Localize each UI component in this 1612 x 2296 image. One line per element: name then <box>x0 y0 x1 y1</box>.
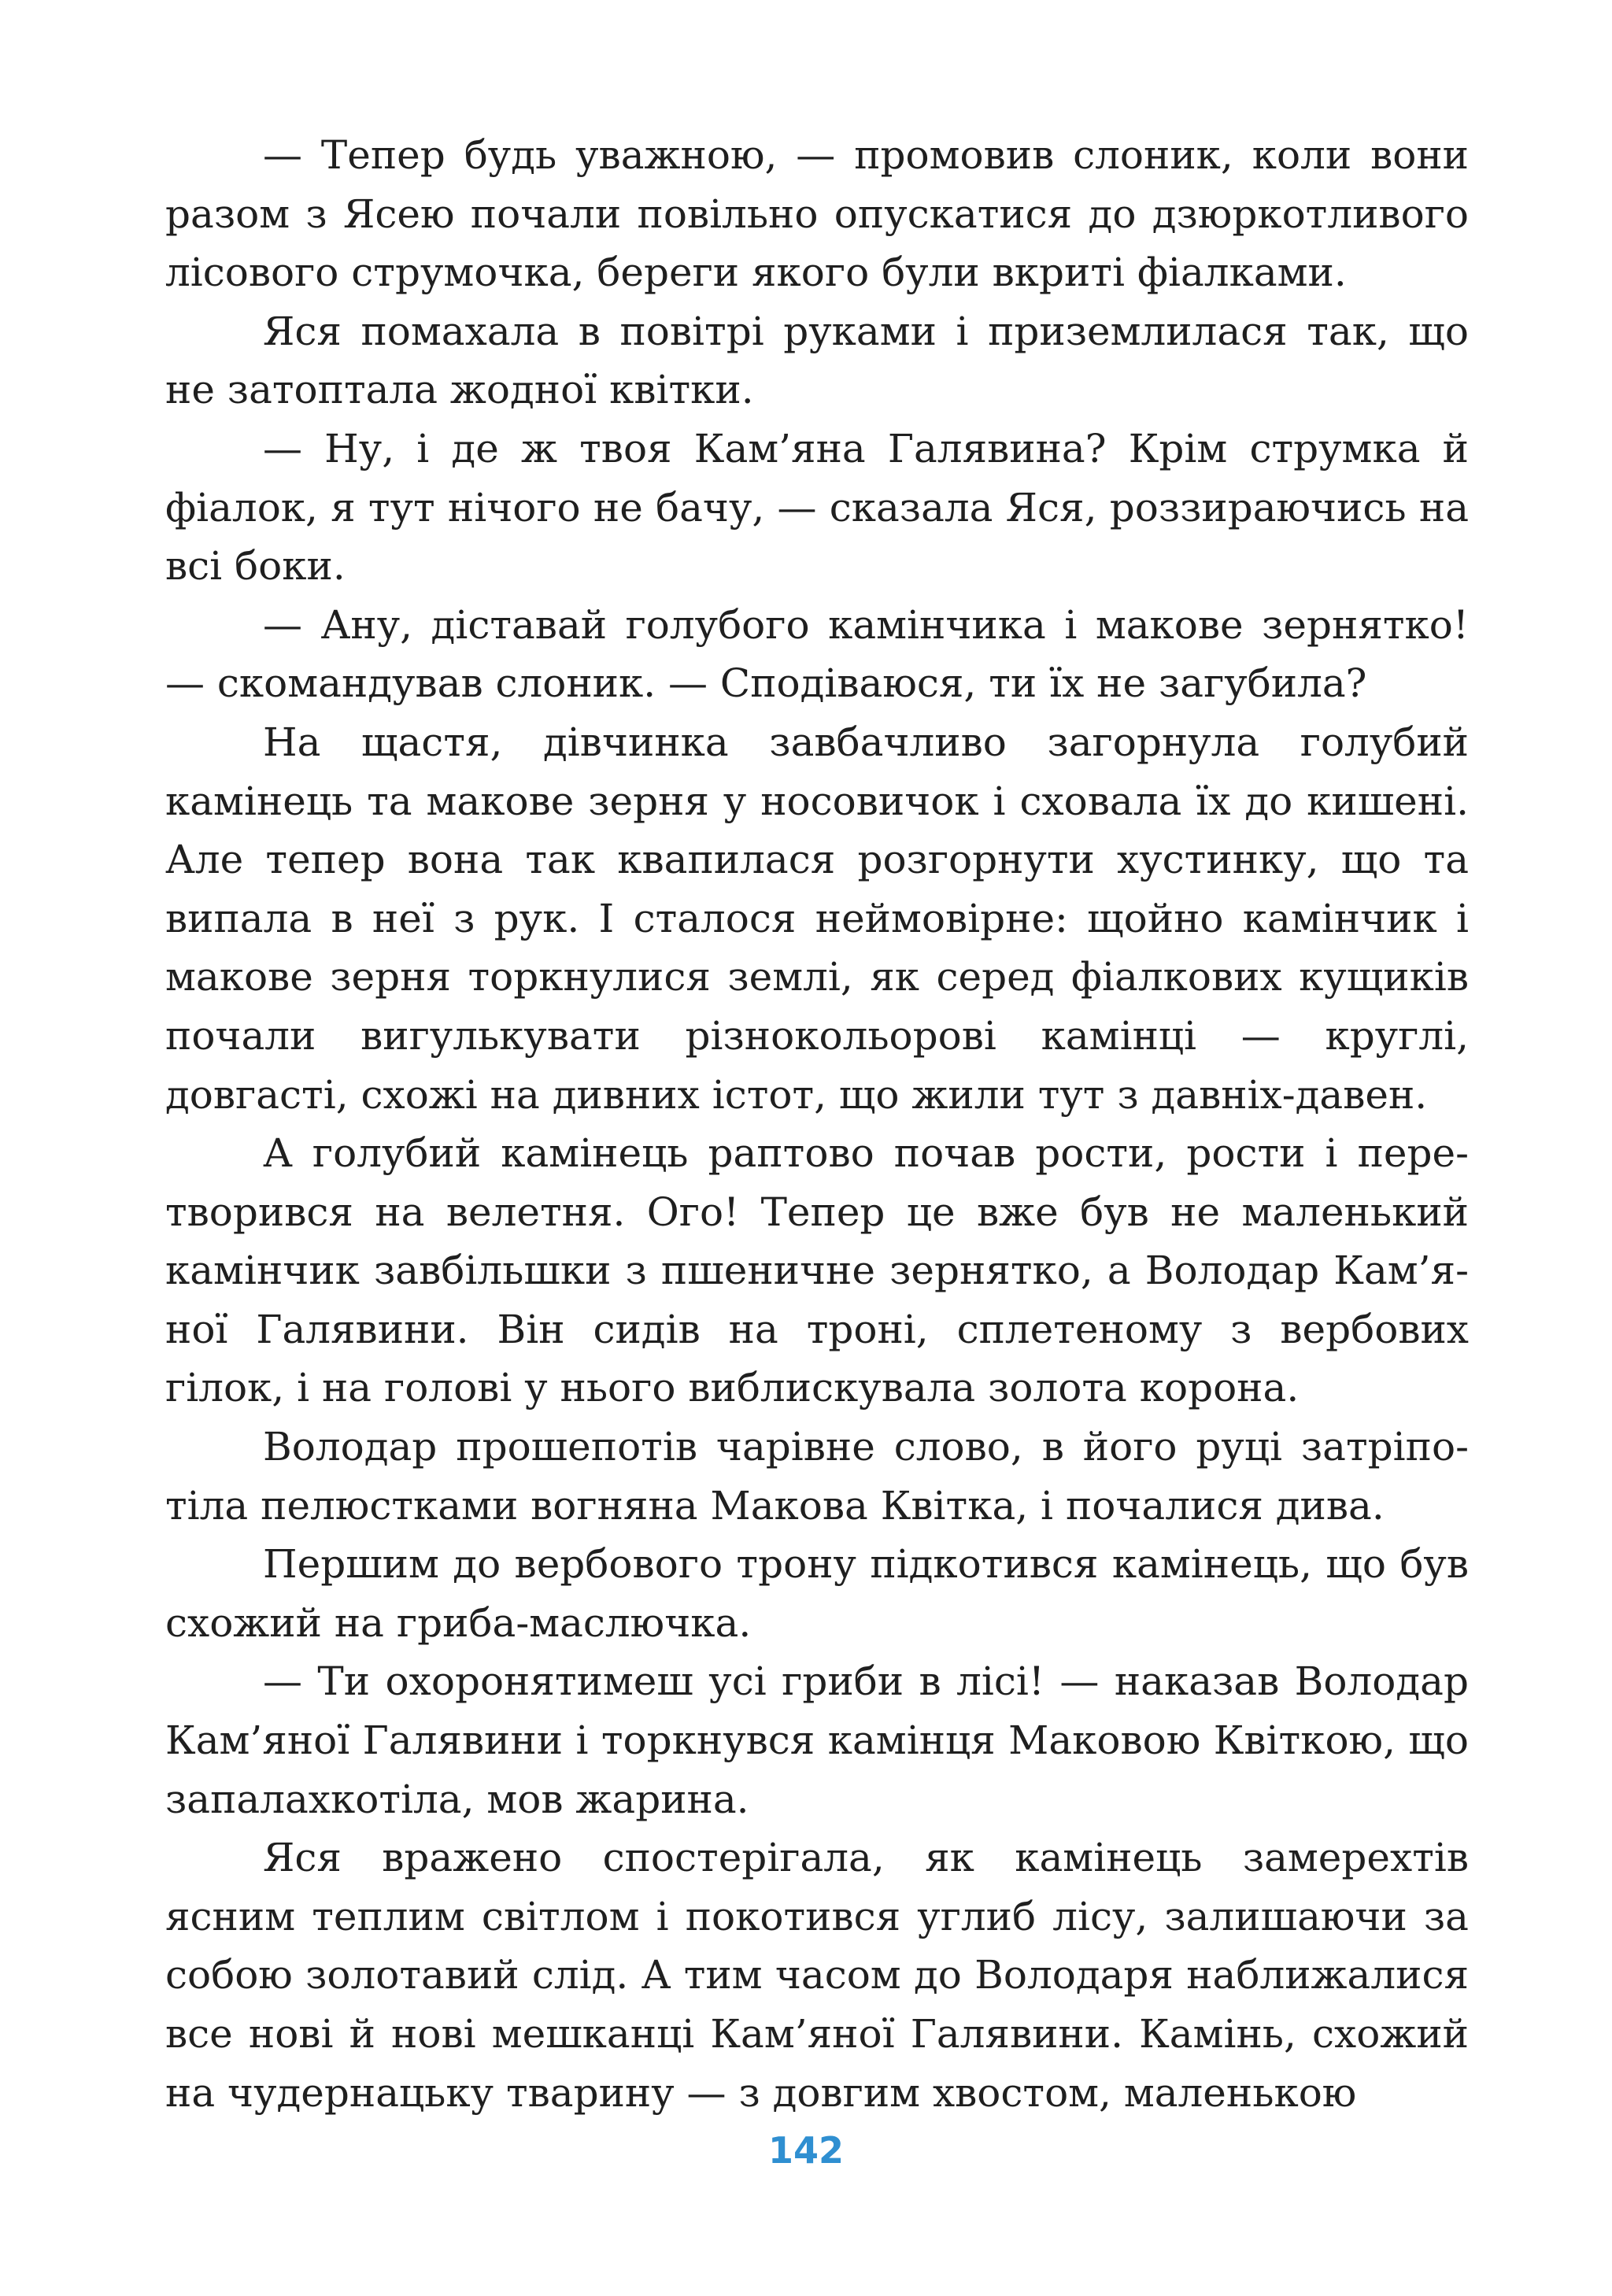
paragraph-6: А голубий камінець раптово почав рости, рости і перетворився на велетня. Ого! Тепер це вже був не маленький камінчик завбільшки з пшеничне зернятко, а Володар Кам’яної Галявини. Він сидів на троні, сплетеному з вербових гілок, і на голові у нього виблискувала золота корона. <box>165 1130 1469 1411</box>
paragraph-7: Володар прошепотів чарівне слово, в його руці затріпотіла пелюстками вогняна Макова Квітка, і почалися дива. <box>165 1424 1469 1529</box>
paragraph-2: Яся помахала в повітрі руками і приземлилася так, що не затоптала жодної квітки. <box>165 308 1469 413</box>
paragraph-3: — Ну, і де ж твоя Кам’яна Галявина? Крім струмка й фіалок, я тут нічого не бачу, — сказала Яся, роззираючись на всі боки. <box>165 425 1469 590</box>
page-number: 142 <box>767 2129 845 2172</box>
page-body <box>165 126 1469 2122</box>
paragraph-1: — Тепер будь уважною, — промовив слоник, коли вони разом з Ясею почали повільно опускатися до дзюркотливого лісового струмочка, береги якого були вкриті фіалками. <box>165 132 1469 296</box>
paragraph-5: На щастя, дівчинка завбачливо загорнула голубий камінець та макове зерня у носовичок і сховала їх до кишені. Але тепер вона так квапилася розгорнути хустинку, що та випала в неї з рук. І сталося неймовірне: щойно камінчик і макове зерня торкнулися землі, як серед фіалкових кущиків почали вигулькувати різнокольорові камінці — круглі, довгасті, схожі на дивних істот, що жили тут з давніх-давен. <box>165 719 1469 1118</box>
paragraph-4: — Ану, діставай голубого камінчика і макове зернятко! — скомандував слоник. — Сподіваюся, ти їх не загубила? <box>165 601 1469 707</box>
paragraph-9: — Ти охоронятимеш усі гриби в лісі! — наказав Володар Кам’яної Галявини і торкнувся камінця Маковою Квіткою, що запалахкотіла, мов жарина. <box>165 1658 1469 1822</box>
paragraph-10: Яся вражено спостерігала, як камінець замерехтів ясним теплим світлом і покотився углиб лісу, залишаючи за собою золотавий слід. А тим часом до Володаря наближалися все нові й нові мешканці Кам’яної Галявини. Камінь, схожий на чудернацьку тварину — з довгим хвостом, маленькою <box>165 1835 1469 2116</box>
paragraph-8: Першим до вербового трону підкотився камінець, що був схожий на гриба-маслючка. <box>165 1541 1469 1646</box>
